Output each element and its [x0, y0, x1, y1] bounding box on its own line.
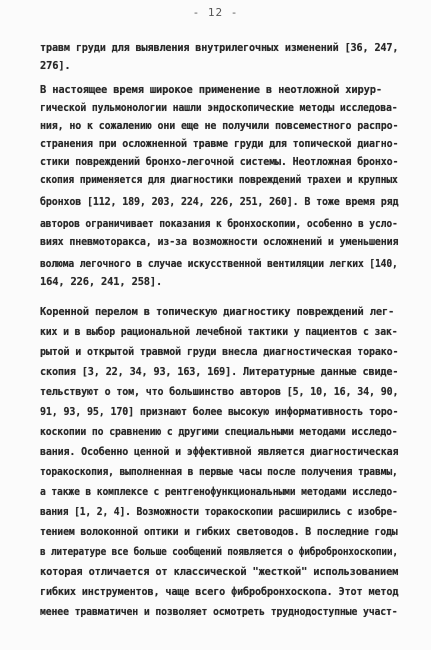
text-line: 164, 226, 241, 258]. [40, 276, 163, 288]
text-line: тением волоконной оптики и гибких световодов. В последние годы [40, 526, 398, 538]
page-number: - 12 - [192, 6, 239, 19]
text-line: торакоскопия, выполненная в первые часы после получения травмы, [40, 466, 398, 478]
text-line: ких и в выбор рациональной лечебной тактики у пациентов с зак- [40, 326, 398, 338]
text-line: авторов ограничивает показания к бронхоскопии, особенно в усло- [40, 218, 398, 230]
text-line: тельствуют о том, что большинство авторов [5, 10, 16, 34, 90, [40, 386, 399, 398]
text-line: ния, но к сожалению они еще не получили повсеместного распро- [40, 120, 399, 132]
text-line: вания. Особенно ценной и эффективной является диагностическая [40, 446, 399, 458]
text-line: коскопии по сравнению с другими специальными методами исследо- [40, 426, 398, 438]
text-line: гической пульмонологии нашли эндоскопические методы исследова- [40, 102, 398, 114]
text-line: бронхов [112, 189, 203, 224, 226, 251, 260]. В тоже время ряд [40, 196, 399, 208]
text-line: волюма легочного в случае искусственной вентиляции легких [140, [40, 258, 398, 270]
text-line: которая отличается от классической "жесткой" использованием [40, 566, 399, 578]
text-line: гибких инструментов, чаще всего фибробронхоскопа. Этот метод [40, 586, 399, 598]
text-line: скопия применяется для диагностики повреждений трахеи и крупных [40, 174, 398, 186]
text-line: скопия [3, 22, 34, 93, 163, 169]. Литературные данные свиде- [40, 366, 399, 378]
text-line: менее травматичен и позволяет осмотреть труднодоступные участ- [40, 606, 398, 618]
text-line: травм груди для выявления внутрилегочных изменений [36, 247, [40, 42, 399, 54]
text-line: в литературе все больше сообщений появляется о фибробронхоскопии, [40, 546, 398, 558]
text-line: странения при осложненной травме груди для топической диагно- [40, 138, 399, 150]
text-line: 91, 93, 95, 170] признают более высокую информативность торо- [40, 406, 399, 418]
text-line: виях пневмоторакса, из-за возможности осложнений и уменьшения [40, 236, 399, 248]
text-line: вания [1, 2, 4]. Возможности торакоскопии расширились с изобре- [40, 506, 398, 518]
text-line: 276]. [40, 60, 71, 72]
text-line: а также в комплексе с рентгенофункциональными методами исследо- [40, 486, 398, 498]
text-line: Коренной перелом в топическую диагностику повреждений лег- [40, 306, 395, 318]
text-line: В настоящее время широкое применение в неотложной хирур- [40, 84, 382, 96]
text-line: рытой и открытой травмой груди внесла диагностическая торако- [40, 346, 399, 358]
text-line: стики повреждений бронхо-легочной системы. Неотложная бронхо- [40, 156, 399, 168]
